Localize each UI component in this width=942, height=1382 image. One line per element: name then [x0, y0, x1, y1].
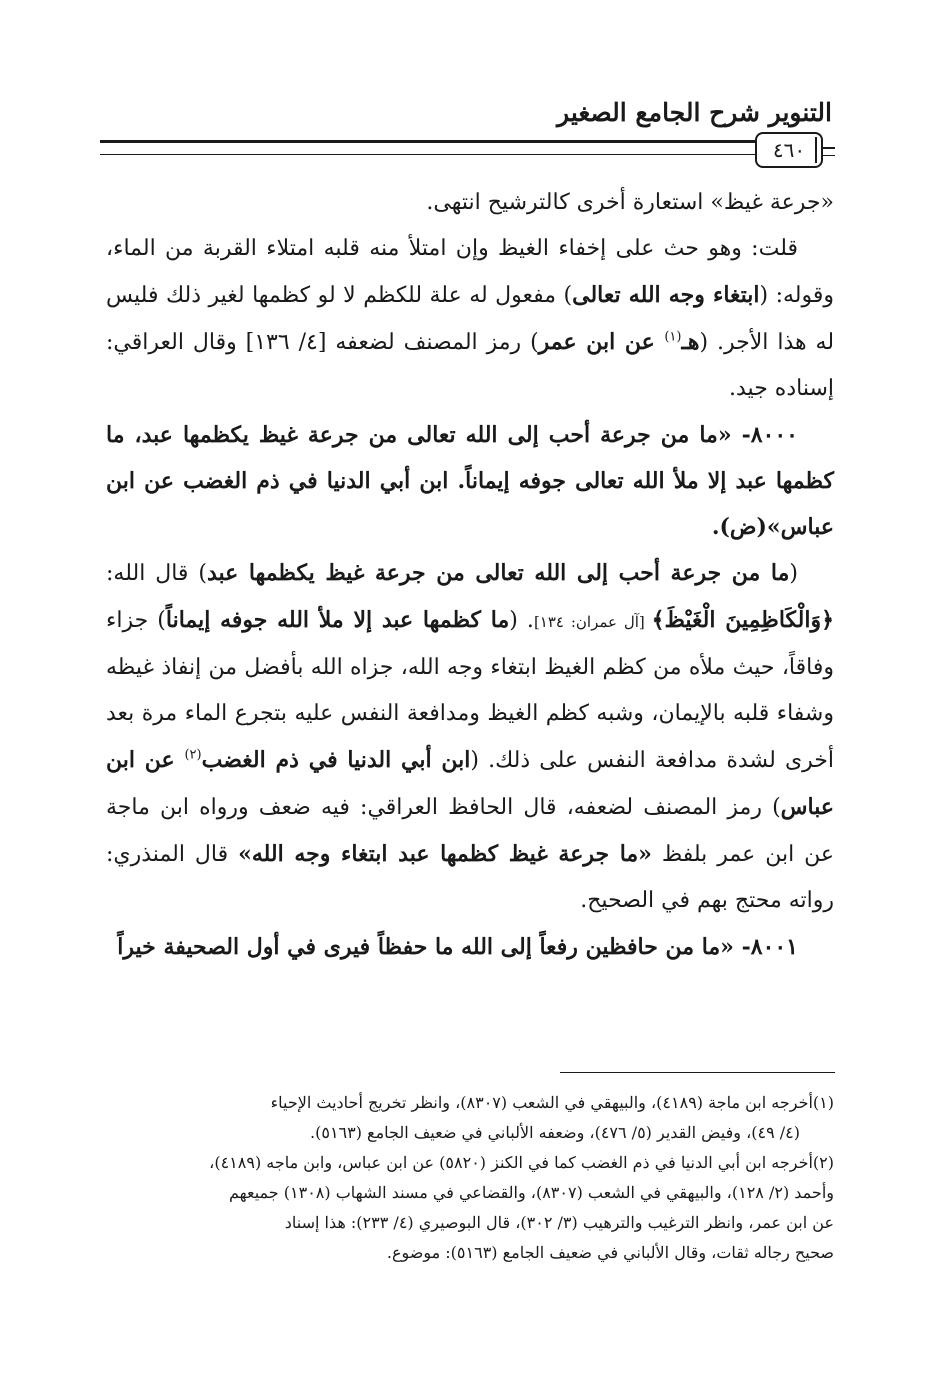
verse-reference: [آل عمران: ١٣٤] [533, 613, 652, 631]
hadith-8000: ٨٠٠٠- «ما من جرعة أحب إلى الله تعالى من جرعة غيظ يكظمها عبد، ما كظمها عبد إلا ملأ الله تعالى جوفه إيماناً. ابن أبي الدنيا في ذم الغضب عن ابن عباس»(ض). [106, 422, 834, 540]
main-text [106, 180, 834, 970]
header-rule [100, 140, 755, 155]
footnote-2-line-4: صحيح رجاله ثقات، وقال الألباني في ضعيف الجامع (٥١٦٣): موضوع. [386, 1243, 834, 1262]
footnote-1: (١)أخرجه ابن ماجة (٤١٨٩)، والبيهقي في الشعب (٨٣٠٧)، وانظر تخريج أحاديث الإحياء [270, 1093, 834, 1112]
footnote-ref-2[interactable]: (٢) [184, 747, 202, 763]
footnote-2: (٢)أخرجه ابن أبي الدنيا في ذم الغضب كما في الكنز (٥٨٢٠) عن ابن عباس، وابن ماجه (٤١٨٩)، [209, 1153, 834, 1172]
footnote-2-line-3: عن ابن عمر، وانظر الترغيب والترهيب (٣/ ٣٠٢)، قال البوصيري (٤/ ٢٣٣): هذا إسناد [284, 1213, 834, 1232]
paragraph-continuation: «جرعة غيظ» استعارة أخرى كالترشيح انتهى. [426, 190, 834, 215]
footnotes [106, 1088, 834, 1268]
hadith-number: ٨٠٠٠- [741, 422, 798, 448]
footnote-separator [560, 1072, 835, 1073]
footnote-2-line-2: وأحمد (٢/ ١٢٨)، والبيهقي في الشعب (٨٣٠٧)، والقضاعي في مسند الشهاب (١٣٠٨) جميعهم [228, 1183, 834, 1202]
hadith-number: ٨٠٠١- [741, 934, 798, 960]
footnote-ref-1[interactable]: (١) [664, 329, 682, 345]
commentary-paragraph-2: (ما من جرعة أحب إلى الله تعالى من جرعة غيظ يكظمها عبد) قال الله: ﴿وَالْكَاظِمِينَ الْغَيْظَ﴾ [آل عمران: ١٣٤]. (ما كظمها عبد إلا ملأ الله جوفه إيماناً) جزاء وفاقاً، حيث ملأه من كظم الغيظ ابتغاء وجه الله، جزاه الله بأفضل من إنفاذ غيظه وشفاء قلبه بالإيمان، وشبه كظم الغيظ ومدافعة النفس عليه بتجرع الماء مرة بعد أخرى لشدة مدافعة النفس على ذلك. (ابن أبي الدنيا في ذم الغضب$^{(٢)}$ عن ابن عباس) رمز المصنف لضعفه، قال الحافظ العراقي: فيه ضعف ورواه ابن ماجة عن ابن عمر بلفظ «ما جرعة غيظ كظمها عبد ابتغاء وجه الله» قال المنذري: رواته محتج بهم في الصحيح. [106, 560, 835, 913]
header-rule-end [823, 147, 835, 156]
quran-verse: ﴿وَالْكَاظِمِينَ الْغَيْظَ﴾ [651, 607, 834, 633]
page-number: ٤٦٠ [755, 132, 823, 168]
footnote-1-line-2: (٤/ ٤٩)، وفيض القدير (٥/ ٤٧٦)، وضعفه الألباني في ضعيف الجامع (٥١٦٣). [310, 1123, 800, 1142]
hadith-8001: ٨٠٠١- «ما من حافظين رفعاً إلى الله ما حفظاً فيرى في أول الصحيفة خيراً [117, 934, 798, 960]
commentary-paragraph-1: قلت: وهو حث على إخفاء الغيظ وإن امتلأ منه قلبه امتلاء القربة من الماء، وقوله: (ابتغاء وجه الله تعالى) مفعول له علة للكظم لا لو كظمها لغير ذلك فليس له هذا الأجر. (هـ$^{(١)}$ عن ابن عمر) رمز المصنف لضعفه [٤/ ١٣٦] وقال العراقي: إسناده جيد. [106, 236, 835, 401]
running-title: التنوير شرح الجامع الصغير [557, 98, 832, 127]
hadith-grade: (ض). [711, 514, 767, 540]
